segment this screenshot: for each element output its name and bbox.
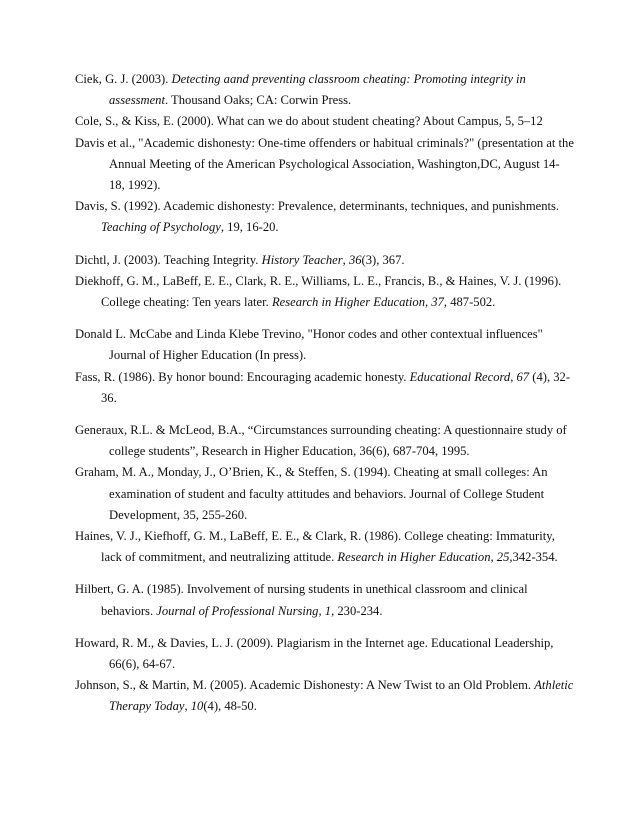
reference-entry: Haines, V. J., Kiefhoff, G. M., LaBeff, E. E., & Clark, R. (1986). College cheating: Immaturity, lack of commitment, and neutralizing attitude. Research in Higher Education, 25,342-354. — [75, 529, 558, 565]
reference-entry: Davis, S. (1992). Academic dishonesty: Prevalence, determinants, techniques, and punishments. Teaching of Psychology, 19, 16-20. — [75, 199, 560, 235]
reference-entry: Fass, R. (1986). By honor bound: Encouraging academic honesty. Educational Record, 67 (4), 32-36. — [75, 369, 571, 405]
reference-entry: Davis et al., "Academic dishonesty: One-time offenders or habitual criminals?" (presentation at the Annual Meeting of the American Psychological Association, Washington,DC, August 14-18, 1992). — [75, 135, 574, 193]
reference-entry: Dichtl, J. (2003). Teaching Integrity. History Teacher, 36(3), 367. — [75, 252, 405, 267]
reference-entry: Graham, M. A., Monday, J., O’Brien, K., & Steffen, S. (1994). Cheating at small colleges: An examination of student and faculty attitudes and behaviors. Journal of College Student Development, 35, 255-260. — [75, 465, 548, 522]
reference-entry: Hilbert, G. A. (1985). Involvement of nursing students in unethical classroom and clinical behaviors. Journal of Professional Nursing, 1, 230-234. — [75, 582, 528, 618]
reference-entry: Donald L. McCabe and Linda Klebe Trevino, "Honor codes and other contextual influences" Journal of Higher Education (In press). — [75, 327, 543, 363]
reference-entry: Ciek, G. J. (2003). Detecting aand preventing classroom cheating: Promoting integrity in assessment. Thousand Oaks; CA: Corwin Press. — [75, 72, 526, 108]
reference-entry: Diekhoff, G. M., LaBeff, E. E., Clark, R. E., Williams, L. E., Francis, B., & Haines, V. J. (1996). College cheating: Ten years later. Research in Higher Education, 37, 487-502. — [75, 273, 562, 310]
reference-entry: Howard, R. M., & Davies, L. J. (2009). Plagiarism in the Internet age. Educational Leadership, 66(6), 64-67. — [75, 635, 554, 672]
reference-entry: Cole, S., & Kiss, E. (2000). What can we do about student cheating? About Campus, 5, 5–12 — [75, 114, 543, 129]
reference-entry: Generaux, R.L. & McLeod, B.A., “Circumstances surrounding cheating: A questionnaire study of college students”, Research in Higher Education, 36(6), 687-704, 1995. — [75, 423, 567, 459]
reference-list — [75, 69, 575, 718]
reference-entry: Johnson, S., & Martin, M. (2005). Academic Dishonesty: A New Twist to an Old Problem. Athletic Therapy Today, 10(4), 48-50. — [75, 678, 574, 714]
